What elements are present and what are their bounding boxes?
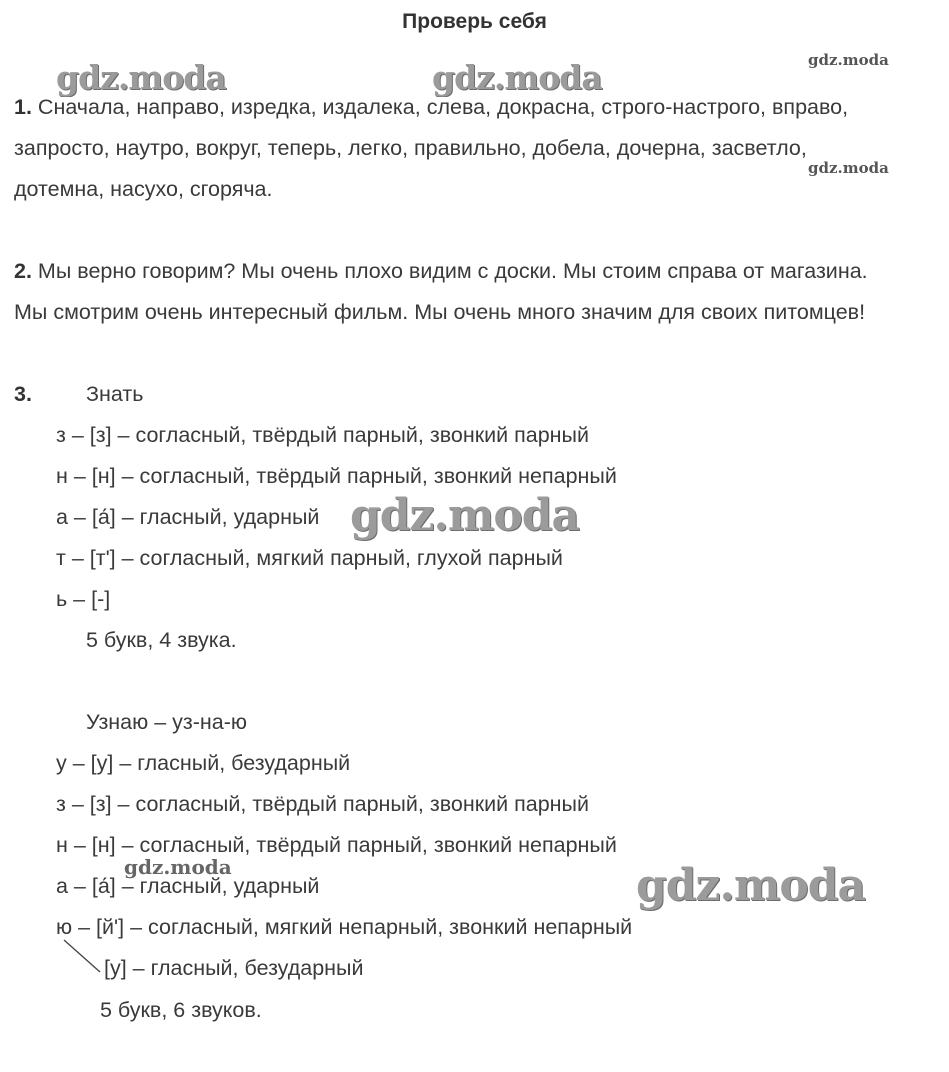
- phonetic-row: н – [н] – согласный, твёрдый парный, звонкий непарный: [56, 833, 617, 857]
- page-title: Проверь себя: [402, 10, 547, 33]
- watermark: gdz.moda: [124, 855, 232, 879]
- watermark: gdz.moda: [432, 58, 602, 97]
- watermark: gdz.moda: [808, 51, 889, 69]
- phonetic-row: з – [з] – согласный, твёрдый парный, звонкий парный: [56, 792, 589, 816]
- phonetic-row-extra: [у] – гласный, безударный: [104, 956, 364, 980]
- task-1-line: дотемна, насухо, сгоряча.: [14, 177, 273, 201]
- task-2-line: Мы смотрим очень интересный фильм. Мы очень много значим для своих питомцев!: [14, 300, 866, 324]
- phonetic-row: у – [у] – гласный, безударный: [56, 751, 351, 775]
- word-2-summary: 5 букв, 6 звуков.: [100, 998, 262, 1022]
- task-3-number: 3.: [14, 382, 32, 406]
- task-1-line: запросто, наутро, вокруг, теперь, легко, правильно, добела, дочерна, засветло,: [14, 136, 807, 160]
- watermark: gdz.moda: [808, 159, 889, 177]
- watermark: gdz.moda: [350, 490, 580, 541]
- phonetic-row: а – [а́] – гласный, ударный: [56, 874, 320, 898]
- task-1-number: 1.: [14, 95, 32, 119]
- word-1-summary: 5 букв, 4 звука.: [86, 628, 237, 652]
- watermark: gdz.moda: [56, 58, 226, 97]
- phonetic-row: н – [н] – согласный, твёрдый парный, звонкий непарный: [56, 464, 617, 488]
- word-1-title: Знать: [86, 382, 144, 406]
- phonetic-row: т – [т'] – согласный, мягкий парный, глухой парный: [56, 546, 563, 570]
- phonetic-row: ь – [-]: [56, 587, 111, 611]
- task-2-number: 2.: [14, 259, 32, 283]
- task-2-line: 2. Мы верно говорим? Мы очень плохо видим с доски. Мы стоим справа от магазина.: [14, 259, 868, 283]
- watermark: gdz.moda: [636, 860, 866, 911]
- phonetic-row: ю – [й'] – согласный, мягкий непарный, звонкий непарный: [56, 915, 633, 939]
- phonetic-row: а – [а́] – гласный, ударный: [56, 505, 320, 529]
- phonetic-row: з – [з] – согласный, твёрдый парный, звонкий парный: [56, 423, 589, 447]
- word-2-title: Узнаю – уз-на-ю: [86, 710, 248, 734]
- task-1-line: 1. Сначала, направо, изредка, издалека, слева, докрасна, строго-настрого, вправо,: [14, 95, 849, 119]
